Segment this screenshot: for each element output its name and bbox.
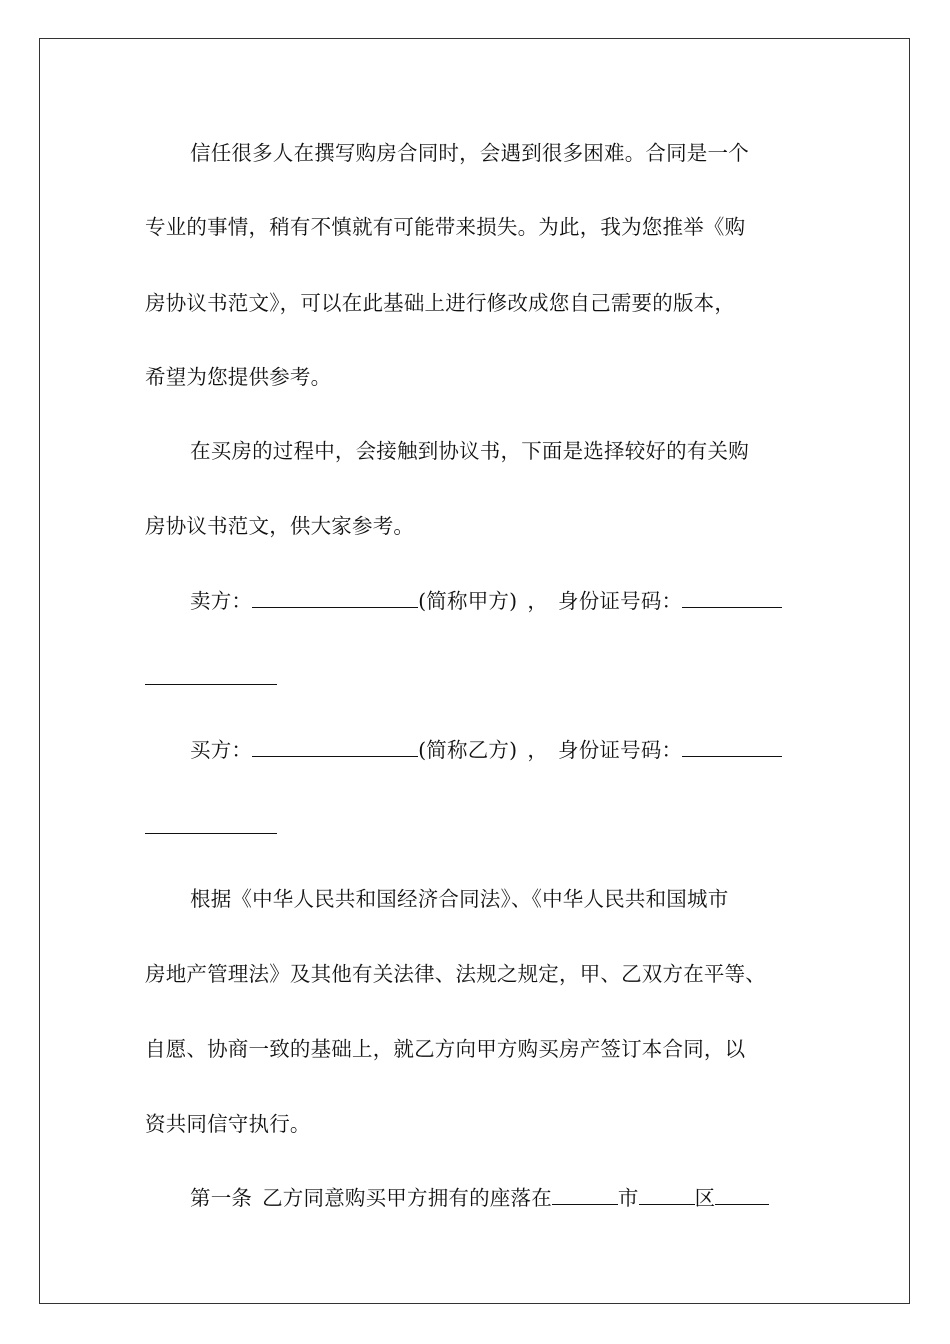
second-line-2: 房协议书范文，供大家参考。 (145, 514, 415, 538)
buyer-id-blank-cont (145, 833, 277, 834)
seller-line (190, 588, 810, 614)
city-label: 市 (617, 1186, 639, 1210)
article-1-text: 乙方同意购买甲方拥有的座落在 (262, 1186, 552, 1210)
legal-line-2: 房地产管理法》及其他有关法律、法规之规定，甲、乙双方在平等、 (145, 962, 766, 986)
buyer-alias: (简称乙方) (418, 738, 518, 762)
article-1-line (190, 1185, 810, 1211)
seller-name-blank (252, 589, 418, 608)
street-blank (715, 1186, 769, 1205)
buyer-line (190, 737, 810, 763)
seller-sep: ， (527, 589, 549, 613)
legal-line-4: 资共同信守执行。 (145, 1112, 311, 1136)
district-label: 区 (694, 1186, 716, 1210)
buyer-name-blank (252, 738, 418, 757)
buyer-id-blank (682, 738, 782, 757)
intro-line-1: 信任很多人在撰写购房合同时，会遇到很多困难。合同是一个 (190, 141, 749, 165)
seller-id-label: 身份证号码： (558, 589, 683, 613)
intro-line-2: 专业的事情，稍有不慎就有可能带来损失。为此，我为您推举《购 (145, 215, 746, 239)
city-blank (552, 1186, 618, 1205)
buyer-id-label: 身份证号码： (558, 738, 683, 762)
seller-label: 卖方： (190, 589, 253, 613)
legal-line-3: 自愿、协商一致的基础上，就乙方向甲方购买房产签订本合同，以 (145, 1037, 746, 1061)
intro-line-4: 希望为您提供参考。 (145, 365, 332, 389)
seller-id-blank-cont (145, 684, 277, 685)
buyer-sep: ， (527, 738, 549, 762)
intro-line-3: 房协议书范文》，可以在此基础上进行修改成您自己需要的版本， (145, 291, 736, 315)
seller-id-blank (682, 589, 782, 608)
buyer-label: 买方： (190, 738, 253, 762)
district-blank (639, 1186, 695, 1205)
seller-alias: (简称甲方) (418, 589, 518, 613)
article-1-title: 第一条 (190, 1186, 253, 1210)
second-line-1: 在买房的过程中，会接触到协议书，下面是选择较好的有关购 (190, 439, 749, 463)
legal-line-1: 根据《中华人民共和国经济合同法》、《中华人民共和国城市 (190, 887, 729, 911)
